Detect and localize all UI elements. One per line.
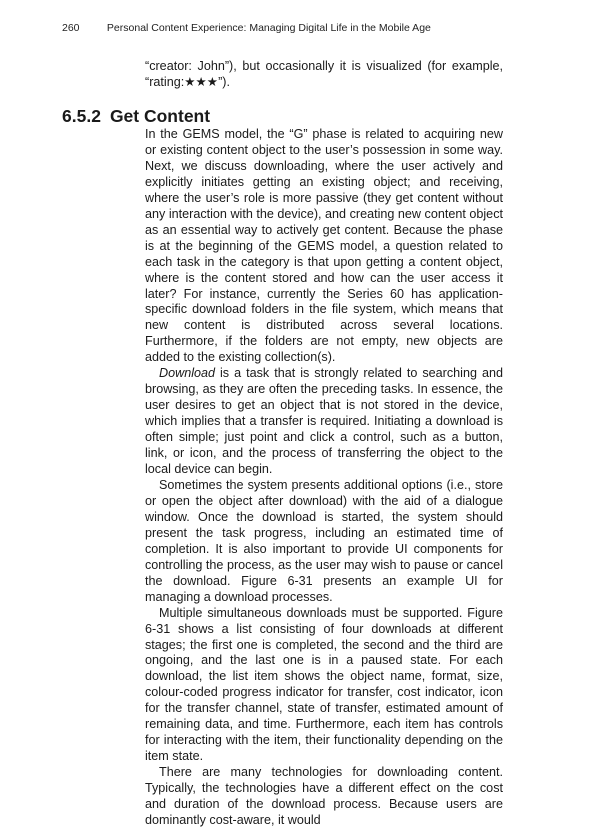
section-number: 6.5.2 [62,106,101,126]
page-number: 260 [62,22,80,34]
rating-stars-icon: ★★★ [184,75,219,89]
paragraph-text: is a task that is strongly related to searching and browsing, as they are often the preceding tasks. In essence, the user desires to get an object that is not stored in the device, which implies that a transfer is required. Initiating a download is often simple; just point and click a control, such as a button, link, or icon, and the process of transferring the object to the local device can begin. [145,366,503,477]
paragraph [145,478,503,606]
body-text [145,127,503,829]
paragraph-text: Sometimes the system presents additional options (i.e., store or open the object after download) with the aid of a dialogue window. Once the download is started, the system should present the task progress, including an estimated time of completion. It is also important to provide UI components for controlling the process, as the user may wish to pause or cancel the download. Figure 6-31 presents an example UI for managing a download processes. [145,477,503,604]
paragraph-text: There are many technologies for downloading content. Typically, the technologies have a different effect on the cost and duration of the download process. Because users are dominantly cost-aware, it would [145,765,503,827]
continued-text: “creator: John”), but occasionally it is visualized (for example, “rating: [145,59,503,89]
paragraph-text: Multiple simultaneous downloads must be supported. Figure 6-31 shows a list consisting of four downloads at different stages; the first one is completed, the second and the third are ongoing, and the last one is in a paused state. For each download, the list item shows the object name, format, size, colour-coded progress indicator for transfer, cost indicator, icon for the transfer channel, state of transfer, estimated amount of remaining data, and time. Furthermore, each item has controls for interacting with the item, their functionality depending on the item state. [145,605,503,764]
section-heading [62,106,210,127]
running-head [62,22,431,34]
continued-text-end: ”). [218,75,230,89]
continued-paragraph [145,58,503,90]
paragraph-text: In the GEMS model, the “G” phase is related to acquiring new or existing content object to the user’s possession in some way. Next, we discuss downloading, where the user actively and explicitly initiates getting an existing object; and receiving, where the user’s role is more passive (they get content without any interaction with the device), and creating new content object as an essential way to actively get content. Because the phase is at the beginning of the GEMS model, a question related to each task in the category is that upon getting a content object, where is the content stored and how can the user access it later? For instance, currently the Series 60 has application-specific download folders in the file system, which means that new content is distributed across several locations. Furthermore, if the folders are not empty, new objects are added to the existing collection(s). [145,127,503,365]
paragraph [145,366,503,478]
italic-term: Download [159,366,216,381]
paragraph [145,127,503,366]
paragraph [145,606,503,766]
section-title: Get Content [109,106,211,126]
book-title: Personal Content Experience: Managing Digital Life in the Mobile Age [106,22,431,34]
paragraph [145,765,503,829]
